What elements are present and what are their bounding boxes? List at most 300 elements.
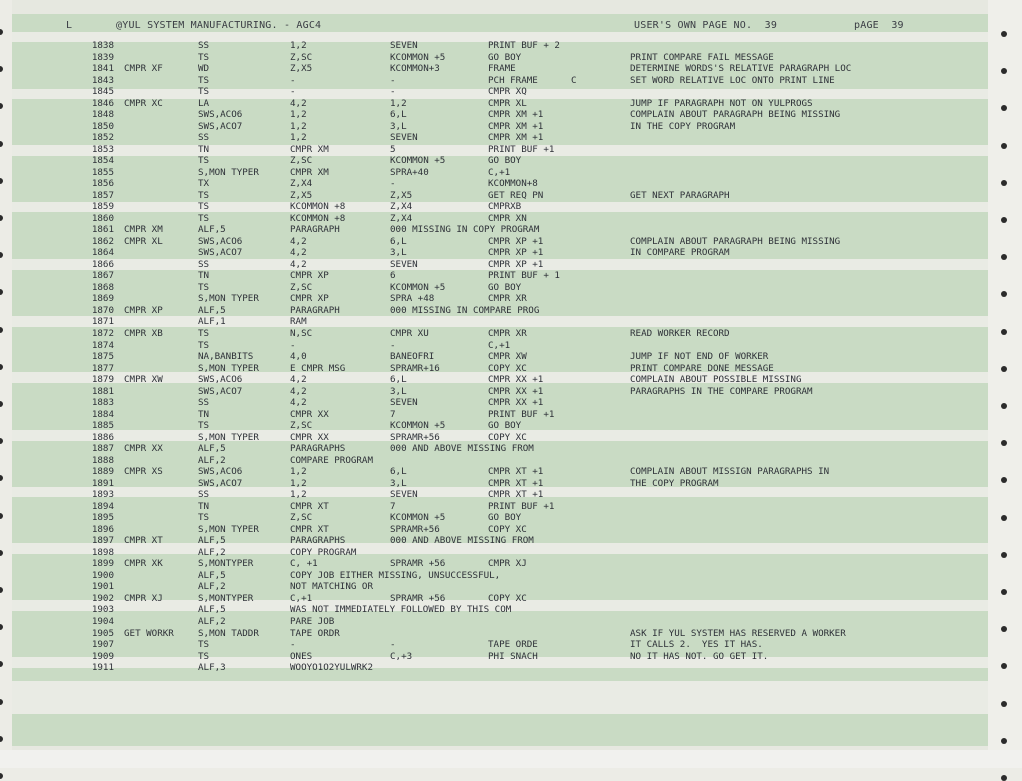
operand-1: NOT MATCHING OR xyxy=(290,581,373,593)
comment: GET NEXT PARAGRAPH xyxy=(630,189,730,201)
opcode: S,MON TADDR xyxy=(198,627,259,639)
operand-2: 000 AND ABOVE MISSING FROM xyxy=(390,443,534,455)
tractor-hole xyxy=(1001,626,1007,632)
comment: JUMP IF PARAGRAPH NOT ON YULPROGS xyxy=(630,97,813,109)
operand-2: 6,L xyxy=(390,466,407,478)
operand-1: 4,2 xyxy=(290,97,307,109)
operand-1: ONES xyxy=(290,650,313,662)
tractor-hole xyxy=(0,624,3,630)
line-number: 1879 xyxy=(91,374,114,386)
line-number: 1839 xyxy=(91,51,114,63)
operand-2: KCOMMON +5 xyxy=(390,155,446,167)
tractor-hole xyxy=(1001,589,1007,595)
operand-1: 1,2 xyxy=(290,120,307,132)
comment: SET WORD RELATIVE LOC ONTO PRINT LINE xyxy=(630,74,835,86)
operand-3: PRINT BUF +1 xyxy=(488,143,555,155)
operand-3: CMPR XJ xyxy=(488,558,527,570)
tractor-hole xyxy=(1001,663,1007,669)
opcode: ALF,1 xyxy=(198,316,226,328)
paper-stripe xyxy=(12,316,988,327)
line-number: 1850 xyxy=(91,120,114,132)
label: CMPR XS xyxy=(124,466,163,478)
operand-1: KCOMMON +8 xyxy=(290,201,346,213)
operand-1: - xyxy=(290,339,296,351)
tractor-hole xyxy=(1001,254,1007,260)
operand-2: KCOMMON +5 xyxy=(390,512,446,524)
tractor-hole xyxy=(0,475,3,481)
line-number: 1864 xyxy=(91,247,114,259)
operand-3: PRINT BUF + 1 xyxy=(488,270,560,282)
tractor-hole xyxy=(1001,31,1007,37)
opcode: ALF,5 xyxy=(198,604,226,616)
tractor-hole xyxy=(0,661,3,667)
operand-3: PHI SNACH xyxy=(488,650,538,662)
operand-1: 1,2 xyxy=(290,477,307,489)
operand-1: N,SC xyxy=(290,328,313,339)
operand-1: Z,SC xyxy=(290,51,313,63)
operand-3: CMPR XW xyxy=(488,351,527,363)
operand-3: TAPE ORDE xyxy=(488,639,538,651)
operand-3: CMPR XT +1 xyxy=(488,489,544,501)
operand-2: 000 MISSING IN COPY PROGRAM xyxy=(390,224,540,236)
comment: COMPLAIN ABOUT PARAGRAPH BEING MISSING xyxy=(630,109,841,121)
operand-1: PARAGRAPHS xyxy=(290,535,346,547)
operand-3: CMPR XR xyxy=(488,293,527,305)
tractor-hole xyxy=(0,103,3,109)
operand-3: GET REQ PN xyxy=(488,189,544,201)
operand-1: 4,2 xyxy=(290,258,307,270)
opcode: ALF,2 xyxy=(198,546,226,558)
operand-3: CMPR XM +1 xyxy=(488,109,544,121)
line-number: 1857 xyxy=(91,189,114,201)
opcode: TS xyxy=(198,281,210,293)
operand-1: Z,X5 xyxy=(290,189,313,201)
tractor-hole xyxy=(0,773,3,779)
opcode: TS xyxy=(198,51,210,63)
operand-1: 4,2 xyxy=(290,397,307,409)
label: CMPR XM xyxy=(124,224,163,236)
operand-2: SEVEN xyxy=(390,40,418,51)
line-number: 1895 xyxy=(91,512,114,524)
opcode: ALF,5 xyxy=(198,304,226,316)
opcode: TN xyxy=(198,270,210,282)
opcode: S,MON TYPER xyxy=(198,293,259,305)
comment: PRINT COMPARE DONE MESSAGE xyxy=(630,362,774,374)
line-number: 1846 xyxy=(91,97,114,109)
opcode: SWS,ACO6 xyxy=(198,235,243,247)
opcode: SWS,ACO7 xyxy=(198,247,243,259)
operand-2: 3,L xyxy=(390,477,407,489)
line-number: 1861 xyxy=(91,224,114,236)
operand-3: CMPR XP +1 xyxy=(488,247,544,259)
line-number: 1881 xyxy=(91,385,114,397)
opcode: SWS,ACO7 xyxy=(198,120,243,132)
operand-1: E CMPR MSG xyxy=(290,362,346,374)
tractor-hole xyxy=(1001,515,1007,521)
line-number: 1907 xyxy=(91,639,114,651)
operand-3: CMPR XM +1 xyxy=(488,120,544,132)
operand-3: GO BOY xyxy=(488,51,522,63)
operand-2: SEVEN xyxy=(390,489,418,501)
operand-2: SPRA +48 xyxy=(390,293,435,305)
operand-1: 4,2 xyxy=(290,235,307,247)
comment: COMPLAIN ABOUT PARAGRAPH BEING MISSING xyxy=(630,235,841,247)
tractor-hole xyxy=(1001,477,1007,483)
opcode: TS xyxy=(198,339,210,351)
operand-3: PCH FRAME C xyxy=(488,74,577,86)
operand-2: SEVEN xyxy=(390,397,418,409)
tractor-hole xyxy=(1001,105,1007,111)
tractor-hole xyxy=(0,215,3,221)
operand-3: PRINT BUF + 2 xyxy=(488,40,560,51)
label: CMPR XT xyxy=(124,535,163,547)
label: CMPR XX xyxy=(124,443,163,455)
operand-3: CMPR XT +1 xyxy=(488,466,544,478)
operand-1: Z,SC xyxy=(290,281,313,293)
operand-3: CMPR XP +1 xyxy=(488,235,544,247)
operand-3: CMPR XR xyxy=(488,328,527,339)
operand-1: - xyxy=(290,86,296,98)
comment: JUMP IF NOT END OF WORKER xyxy=(630,351,769,363)
opcode: TN xyxy=(198,408,210,420)
line-number: 1852 xyxy=(91,132,114,144)
tractor-hole xyxy=(0,401,3,407)
operand-2: CMPR XU xyxy=(390,328,429,339)
header-users-page: USER'S OWN PAGE NO. 39 xyxy=(634,20,778,31)
tractor-hole xyxy=(1001,701,1007,707)
operand-3: GO BOY xyxy=(488,512,522,524)
operand-3: CMPR XT +1 xyxy=(488,477,544,489)
operand-3: COPY XC xyxy=(488,523,527,535)
tractor-hole xyxy=(0,66,3,72)
comment: COMPLAIN ABOUT MISSIGN PARAGRAPHS IN xyxy=(630,466,830,478)
comment: IN COMPARE PROGRAM xyxy=(630,247,730,259)
line-number: 1856 xyxy=(91,178,114,190)
line-number: 1905 xyxy=(91,627,114,639)
tractor-hole xyxy=(0,736,3,742)
label: CMPR XK xyxy=(124,558,163,570)
tractor-hole xyxy=(1001,329,1007,335)
operand-1: CMPR XT xyxy=(290,523,329,535)
operand-3: CMPR XQ xyxy=(488,86,527,98)
opcode: ALF,5 xyxy=(198,443,226,455)
operand-2: - xyxy=(390,74,396,86)
label: CMPR XW xyxy=(124,374,163,386)
operand-1: CMPR XP xyxy=(290,293,329,305)
operand-2: 000 AND ABOVE MISSING FROM xyxy=(390,535,534,547)
operand-2: 6,L xyxy=(390,109,407,121)
operand-1: CMPR XM xyxy=(290,143,329,155)
line-number: 1870 xyxy=(91,304,114,316)
operand-1: CMPR XX xyxy=(290,408,329,420)
line-number: 1845 xyxy=(91,86,114,98)
line-number: 1872 xyxy=(91,328,114,339)
operand-1: PARAGRAPHS xyxy=(290,443,346,455)
line-number: 1867 xyxy=(91,270,114,282)
operand-2: 7 xyxy=(390,500,396,512)
opcode: S,MON TYPER xyxy=(198,523,259,535)
label: CMPR XF xyxy=(124,63,163,75)
operand-3: GO BOY xyxy=(488,281,522,293)
operand-3: CMPR XM +1 xyxy=(488,132,544,144)
line-number: 1887 xyxy=(91,443,114,455)
operand-2: SPRAMR+16 xyxy=(390,362,440,374)
tractor-hole xyxy=(0,252,3,258)
tractor-hole xyxy=(1001,366,1007,372)
operand-3: GO BOY xyxy=(488,155,522,167)
operand-1: CMPR XX xyxy=(290,431,329,443)
comment: THE COPY PROGRAM xyxy=(630,477,719,489)
label: CMPR XC xyxy=(124,97,163,109)
opcode: TN xyxy=(198,143,210,155)
line-number: 1888 xyxy=(91,454,114,466)
operand-3: C,+1 xyxy=(488,339,511,351)
operand-2: 6,L xyxy=(390,374,407,386)
operand-2: Z,X5 xyxy=(390,189,413,201)
line-number: 1877 xyxy=(91,362,114,374)
operand-3: COPY XC xyxy=(488,362,527,374)
opcode: SWS,ACO6 xyxy=(198,374,243,386)
line-number: 1883 xyxy=(91,397,114,409)
line-number: 1874 xyxy=(91,339,114,351)
line-number: 1841 xyxy=(91,63,114,75)
operand-3: COPY XC xyxy=(488,431,527,443)
operand-1: KCOMMON +8 xyxy=(290,212,346,224)
line-number: 1868 xyxy=(91,281,114,293)
operand-2: Z,X4 xyxy=(390,212,413,224)
opcode: TS xyxy=(198,201,210,213)
opcode: ALF,5 xyxy=(198,569,226,581)
operand-1: CMPR XT xyxy=(290,500,329,512)
opcode: TS xyxy=(198,74,210,86)
operand-1: Z,X4 xyxy=(290,178,313,190)
operand-1: - xyxy=(290,74,296,86)
comment: NO IT HAS NOT. GO GET IT. xyxy=(630,650,769,662)
line-number: 1848 xyxy=(91,109,114,121)
opcode: SWS,ACO6 xyxy=(198,109,243,121)
operand-2: 6 xyxy=(390,270,396,282)
operand-1: C, +1 xyxy=(290,558,318,570)
operand-2: 7 xyxy=(390,408,396,420)
tractor-hole xyxy=(0,29,3,35)
label: CMPR XJ xyxy=(124,592,163,604)
operand-2: SPRAMR +56 xyxy=(390,558,446,570)
operand-2: KCOMMON +5 xyxy=(390,281,446,293)
line-number: 1893 xyxy=(91,489,114,501)
operand-2: SPRAMR +56 xyxy=(390,592,446,604)
opcode: TS xyxy=(198,189,210,201)
line-number: 1886 xyxy=(91,431,114,443)
right-tractor-holes xyxy=(988,0,1022,768)
line-number: 1838 xyxy=(91,40,114,51)
opcode: ALF,2 xyxy=(198,581,226,593)
tractor-hole xyxy=(0,178,3,184)
left-tractor-holes xyxy=(0,0,12,768)
operand-1: C,+1 xyxy=(290,592,313,604)
opcode: SWS,ACO6 xyxy=(198,466,243,478)
line-number: 1902 xyxy=(91,592,114,604)
operand-2: BANEOFRI xyxy=(390,351,435,363)
operand-1: PARAGRAPH xyxy=(290,304,340,316)
opcode: LA xyxy=(198,97,210,109)
operand-1: CMPR XP xyxy=(290,270,329,282)
line-number: 1869 xyxy=(91,293,114,305)
line-number: 1909 xyxy=(91,650,114,662)
opcode: TS xyxy=(198,512,210,524)
line-number: 1891 xyxy=(91,477,114,489)
line-number: 1904 xyxy=(91,616,114,627)
operand-2: KCOMMON +5 xyxy=(390,51,446,63)
opcode: SS xyxy=(198,132,210,144)
paper-stripe xyxy=(12,714,988,746)
tractor-hole xyxy=(1001,217,1007,223)
operand-1: 1,2 xyxy=(290,489,307,501)
header-title: @YUL SYSTEM MANUFACTURING. - AGC4 xyxy=(116,20,322,31)
opcode: S,MON TYPER xyxy=(198,362,259,374)
tractor-hole xyxy=(0,699,3,705)
line-number: 1911 xyxy=(91,662,114,674)
opcode: TS xyxy=(198,639,210,651)
operand-1: Z,SC xyxy=(290,512,313,524)
operand-2: - xyxy=(390,86,396,98)
tractor-hole xyxy=(1001,738,1007,744)
operand-2: SEVEN xyxy=(390,258,418,270)
line-number: 1900 xyxy=(91,569,114,581)
operand-1: RAM xyxy=(290,316,307,328)
operand-2: 3,L xyxy=(390,385,407,397)
opcode: SS xyxy=(198,489,210,501)
label: CMPR XL xyxy=(124,235,163,247)
operand-1: 1,2 xyxy=(290,466,307,478)
operand-3: CMPRXB xyxy=(488,201,522,213)
opcode: TS xyxy=(198,420,210,432)
line-number: 1862 xyxy=(91,235,114,247)
tractor-hole xyxy=(0,550,3,556)
operand-3: CMPR XN xyxy=(488,212,527,224)
line-number: 1871 xyxy=(91,316,114,328)
line-number: 1894 xyxy=(91,500,114,512)
operand-2: C,+3 xyxy=(390,650,413,662)
operand-3: CMPR XX +1 xyxy=(488,374,544,386)
comment: ASK IF YUL SYSTEM HAS RESERVED A WORKER xyxy=(630,627,846,639)
opcode: TS xyxy=(198,650,210,662)
line-number: 1899 xyxy=(91,558,114,570)
operand-1: PARE JOB xyxy=(290,616,335,627)
operand-1: COMPARE PROGRAM xyxy=(290,454,373,466)
line-number: 1843 xyxy=(91,74,114,86)
operand-1: 1,2 xyxy=(290,109,307,121)
line-number: 1897 xyxy=(91,535,114,547)
opcode: TX xyxy=(198,178,210,190)
line-number: 1889 xyxy=(91,466,114,478)
comment: READ WORKER RECORD xyxy=(630,328,730,339)
printout-page xyxy=(12,0,988,768)
comment: PRINT COMPARE FAIL MESSAGE xyxy=(630,51,774,63)
operand-3: CMPR XL xyxy=(488,97,527,109)
opcode: S,MON TYPER xyxy=(198,166,259,178)
tractor-hole xyxy=(0,289,3,295)
line-number: 1860 xyxy=(91,212,114,224)
operand-1: WAS NOT IMMEDIATELY FOLLOWED BY THIS COM xyxy=(290,604,512,616)
opcode: TS xyxy=(198,86,210,98)
paper-stripe xyxy=(12,668,988,681)
tractor-hole xyxy=(0,327,3,333)
operand-3: PRINT BUF +1 xyxy=(488,500,555,512)
line-number: 1875 xyxy=(91,351,114,363)
operand-3: CMPR XX +1 xyxy=(488,397,544,409)
tractor-hole xyxy=(1001,143,1007,149)
operand-2: SEVEN xyxy=(390,132,418,144)
operand-1: PARAGRAPH xyxy=(290,224,340,236)
operand-2: 1,2 xyxy=(390,97,407,109)
operand-1: 1,2 xyxy=(290,40,307,51)
opcode: ALF,2 xyxy=(198,616,226,627)
line-number: 1901 xyxy=(91,581,114,593)
label: CMPR XP xyxy=(124,304,163,316)
operand-2: 5 xyxy=(390,143,396,155)
operand-3: FRAME xyxy=(488,63,516,75)
tractor-hole xyxy=(0,438,3,444)
operand-1: 1,2 xyxy=(290,132,307,144)
operand-3: CMPR XP +1 xyxy=(488,258,544,270)
operand-1: 4,2 xyxy=(290,247,307,259)
opcode: S,MON TYPER xyxy=(198,431,259,443)
operand-3: GO BOY xyxy=(488,420,522,432)
line-number: 1903 xyxy=(91,604,114,616)
line-number: 1896 xyxy=(91,523,114,535)
operand-2: - xyxy=(390,178,396,190)
line-number: 1884 xyxy=(91,408,114,420)
tractor-hole xyxy=(1001,291,1007,297)
label: CMPR XB xyxy=(124,328,163,339)
operand-2: SPRAMR+56 xyxy=(390,523,440,535)
comment: PARAGRAPHS IN THE COMPARE PROGRAM xyxy=(630,385,813,397)
tractor-hole xyxy=(0,364,3,370)
operand-2: 000 MISSING IN COMPARE PROG xyxy=(390,304,540,316)
operand-1: Z,SC xyxy=(290,155,313,167)
tractor-hole xyxy=(1001,552,1007,558)
operand-2: KCOMMON+3 xyxy=(390,63,440,75)
operand-2: SPRAMR+56 xyxy=(390,431,440,443)
operand-3: KCOMMON+8 xyxy=(488,178,538,190)
operand-2: 3,L xyxy=(390,247,407,259)
opcode: ALF,5 xyxy=(198,535,226,547)
opcode: TN xyxy=(198,500,210,512)
opcode: SS xyxy=(198,397,210,409)
comment: COMPLAIN ABOUT POSSIBLE MISSING xyxy=(630,374,802,386)
operand-2: KCOMMON +5 xyxy=(390,420,446,432)
operand-1: WOOYO1O2YULWRK2 xyxy=(290,662,373,674)
header-marker: L xyxy=(66,20,73,31)
tractor-hole xyxy=(1001,775,1007,781)
comment: DETERMINE WORDS'S RELATIVE PARAGRAPH LOC xyxy=(630,63,852,75)
operand-2: - xyxy=(390,639,396,651)
paper-stripe xyxy=(12,681,988,714)
line-number: 1885 xyxy=(91,420,114,432)
operand-2: SPRA+40 xyxy=(390,166,429,178)
opcode: SS xyxy=(198,40,210,51)
page-edge xyxy=(0,750,1022,768)
opcode: NA,BANBITS xyxy=(198,351,254,363)
opcode: ALF,3 xyxy=(198,662,226,674)
operand-1: 4,2 xyxy=(290,374,307,386)
comment: IT CALLS 2. YES IT HAS. xyxy=(630,639,763,651)
operand-3: C,+1 xyxy=(488,166,511,178)
operand-3: COPY XC xyxy=(488,592,527,604)
line-number: 1859 xyxy=(91,201,114,213)
tractor-hole xyxy=(1001,403,1007,409)
line-number: 1855 xyxy=(91,166,114,178)
